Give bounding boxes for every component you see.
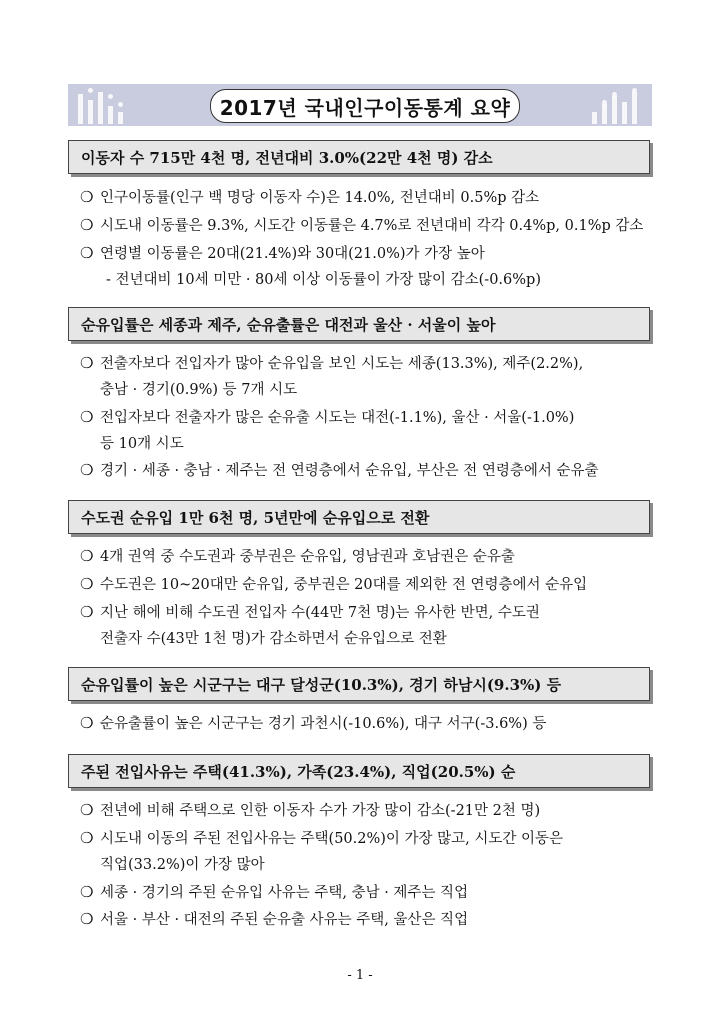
bullet-item: ❍ 인구이동률(인구 백 명당 이동자 수)은 14.0%, 전년대비 0.5%p 감소 bbox=[80, 188, 540, 206]
page-number: - 1 - bbox=[347, 968, 373, 983]
bullet-circle-icon: ❍ bbox=[80, 188, 94, 206]
bullet-circle-icon: ❍ bbox=[80, 714, 94, 732]
bullet-circle-icon: ❍ bbox=[80, 801, 94, 819]
bullet-circle-icon: ❍ bbox=[80, 408, 94, 426]
section-heading-2: 순유입률은 세종과 제주, 순유출률은 대전과 울산 · 서울이 높아 bbox=[68, 307, 650, 341]
bullet-circle-icon: ❍ bbox=[80, 216, 94, 234]
bullet-item: ❍ 연령별 이동률은 20대(21.4%)와 30대(21.0%)가 가장 높아 bbox=[80, 244, 485, 262]
bullet-continuation: 직업(33.2%)이 가장 많아 bbox=[100, 857, 265, 873]
section-heading-4: 순유입률이 높은 시군구는 대구 달성군(10.3%), 경기 하남시(9.3%) 등 bbox=[68, 667, 650, 701]
bullet-item: ❍ 수도권은 10~20대만 순유입, 중부권은 20대를 제외한 전 연령층에서 순유입 bbox=[80, 575, 588, 593]
bullet-continuation: 충남 · 경기(0.9%) 등 7개 시도 bbox=[100, 382, 298, 398]
title-banner bbox=[68, 84, 652, 126]
bullet-continuation: 등 10개 시도 bbox=[100, 436, 184, 452]
bullet-circle-icon: ❍ bbox=[80, 883, 94, 901]
bullet-item: ❍ 세종 · 경기의 주된 순유입 사유는 주택, 충남 · 제주는 직업 bbox=[80, 883, 469, 901]
bullet-item: ❍ 순유출률이 높은 시군구는 경기 과천시(-10.6%), 대구 서구(-3.6%) 등 bbox=[80, 714, 547, 732]
bullet-item: ❍ 시도내 이동의 주된 전입사유는 주택(50.2%)이 가장 많고, 시도간 이동은 bbox=[80, 829, 564, 847]
decorative-bars-left bbox=[72, 84, 142, 126]
sub-item: - 전년대비 10세 미만 · 80세 이상 이동률이 가장 많이 감소(-0.6%p) bbox=[106, 272, 541, 288]
page-title: 2017년 국내인구이동통계 요약 bbox=[210, 89, 520, 123]
decorative-bars-right bbox=[578, 84, 648, 126]
bullet-item: ❍ 시도내 이동률은 9.3%, 시도간 이동률은 4.7%로 전년대비 각각 0.4%p, 0.1%p 감소 bbox=[80, 216, 644, 234]
section-heading-3: 수도권 순유입 1만 6천 명, 5년만에 순유입으로 전환 bbox=[68, 500, 650, 534]
bullet-circle-icon: ❍ bbox=[80, 603, 94, 621]
bullet-item: ❍ 전출자보다 전입자가 많아 순유입을 보인 시도는 세종(13.3%), 제주(2.2%), bbox=[80, 354, 584, 372]
bullet-item: ❍ 전입자보다 전출자가 많은 순유출 시도는 대전(-1.1%), 울산 · 서울(-1.0%) bbox=[80, 408, 575, 426]
bullet-continuation: 전출자 수(43만 1천 명)가 감소하면서 순유입으로 전환 bbox=[100, 631, 447, 647]
section-heading-1: 이동자 수 715만 4천 명, 전년대비 3.0%(22만 4천 명) 감소 bbox=[68, 140, 650, 174]
bullet-item: ❍ 지난 해에 비해 수도권 전입자 수(44만 7천 명)는 유사한 반면, 수도권 bbox=[80, 603, 540, 621]
section-heading-5: 주된 전입사유는 주택(41.3%), 가족(23.4%), 직업(20.5%) 순 bbox=[68, 754, 650, 788]
bullet-circle-icon: ❍ bbox=[80, 547, 94, 565]
bullet-circle-icon: ❍ bbox=[80, 244, 94, 262]
bullet-item: ❍ 전년에 비해 주택으로 인한 이동자 수가 가장 많이 감소(-21만 2천 명) bbox=[80, 801, 541, 819]
bullet-item: ❍ 4개 권역 중 수도권과 중부권은 순유입, 영남권과 호남권은 순유출 bbox=[80, 547, 515, 565]
bullet-circle-icon: ❍ bbox=[80, 829, 94, 847]
bullet-item: ❍ 경기 · 세종 · 충남 · 제주는 전 연령층에서 순유입, 부산은 전 연령층에서 순유출 bbox=[80, 461, 599, 479]
bullet-circle-icon: ❍ bbox=[80, 910, 94, 928]
bullet-item: ❍ 서울 · 부산 · 대전의 주된 순유출 사유는 주택, 울산은 직업 bbox=[80, 910, 469, 928]
bullet-circle-icon: ❍ bbox=[80, 575, 94, 593]
bullet-circle-icon: ❍ bbox=[80, 354, 94, 372]
bullet-circle-icon: ❍ bbox=[80, 461, 94, 479]
